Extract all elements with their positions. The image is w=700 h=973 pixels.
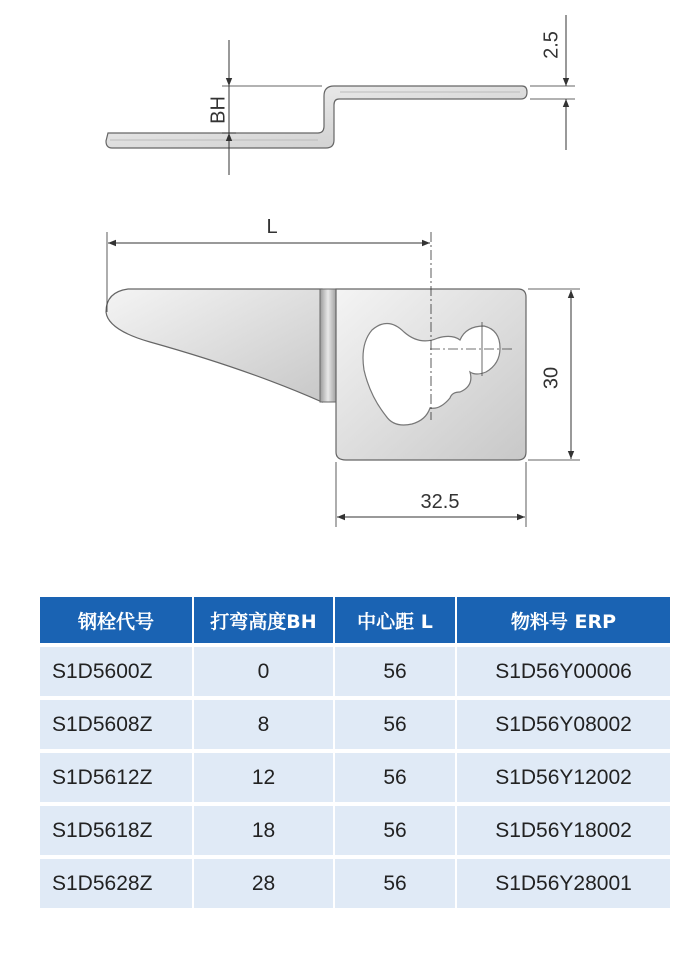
top-view <box>106 216 580 527</box>
plate-arm <box>106 289 322 402</box>
dim-height-label: 30 <box>540 366 563 390</box>
cell-bend-height: 12 <box>192 749 333 802</box>
cell-erp-number: S1D56Y18002 <box>455 802 670 855</box>
cell-erp-number: S1D56Y12002 <box>455 749 670 802</box>
dim-width-label: 32.5 <box>420 491 460 513</box>
cell-part-code: S1D5628Z <box>40 855 192 908</box>
header-bend-height: 打弯高度BH <box>192 597 333 643</box>
table-row <box>40 696 670 749</box>
table-row <box>40 802 670 855</box>
cell-center-distance: 56 <box>333 696 455 749</box>
cell-center-distance: 56 <box>333 643 455 696</box>
table-header-row <box>40 597 670 643</box>
cell-bend-height: 28 <box>192 855 333 908</box>
cell-bend-height: 8 <box>192 696 333 749</box>
cell-bend-height: 0 <box>192 643 333 696</box>
table-row <box>40 643 670 696</box>
cell-bend-height: 18 <box>192 802 333 855</box>
cell-part-code: S1D5608Z <box>40 696 192 749</box>
cell-part-code: S1D5612Z <box>40 749 192 802</box>
header-erp-number: 物料号 ERP <box>455 597 670 643</box>
side-profile <box>106 86 527 148</box>
cell-erp-number: S1D56Y28001 <box>455 855 670 908</box>
cell-center-distance: 56 <box>333 802 455 855</box>
side-view <box>106 15 575 175</box>
dim-bh-label: BH <box>207 96 230 124</box>
header-part-code: 钢栓代号 <box>40 597 192 643</box>
table-row <box>40 855 670 908</box>
cell-part-code: S1D5600Z <box>40 643 192 696</box>
cell-erp-number: S1D56Y08002 <box>455 696 670 749</box>
table-row <box>40 749 670 802</box>
bend-strip <box>320 289 336 402</box>
cell-center-distance: 56 <box>333 749 455 802</box>
dim-thickness-label: 2.5 <box>540 31 563 59</box>
cell-part-code: S1D5618Z <box>40 802 192 855</box>
dim-l-label: L <box>266 216 278 238</box>
cell-erp-number: S1D56Y00006 <box>455 643 670 696</box>
cell-center-distance: 56 <box>333 855 455 908</box>
header-center-distance: 中心距 L <box>333 597 455 643</box>
spec-table <box>40 597 670 908</box>
